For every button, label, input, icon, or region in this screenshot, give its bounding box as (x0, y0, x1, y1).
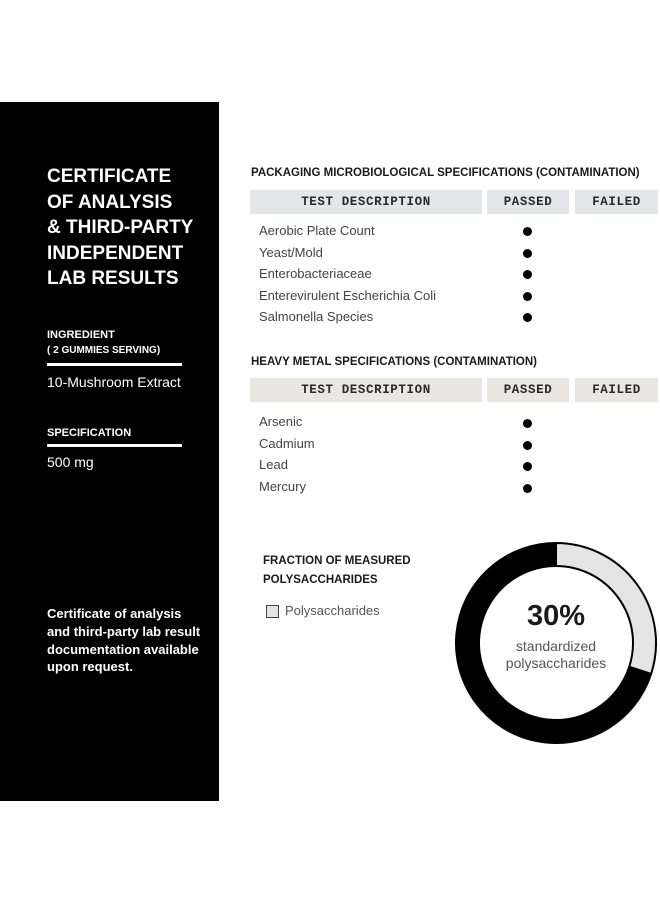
passed-dot (523, 292, 532, 301)
micro-header-passed: PASSED (487, 190, 569, 214)
sidebar-title-line: OF ANALYSIS (47, 191, 173, 213)
metal-row-label: Mercury (259, 479, 306, 494)
sidebar-title-line: INDEPENDENT (47, 242, 184, 264)
ingredient-sublabel: ( 2 GUMMIES SERVING) (47, 345, 161, 356)
chart-title (263, 552, 411, 590)
passed-dot (523, 249, 532, 258)
metal-header-passed: PASSED (487, 378, 569, 402)
metal-header-failed: FAILED (575, 378, 658, 402)
micro-row-label: Yeast/Mold (259, 245, 323, 260)
donut-center-label-line: polysaccharides (505, 655, 607, 671)
sidebar-title-line: & THIRD-PARTY (47, 217, 194, 238)
sidebar-panel (0, 102, 219, 801)
sidebar-title-line: CERTIFICATE (47, 166, 172, 187)
donut-center-label-line: standardized (515, 638, 597, 654)
specification-divider (47, 444, 182, 447)
passed-dot (523, 462, 532, 471)
passed-dot (523, 313, 532, 322)
legend-label: Polysaccharides (285, 603, 380, 618)
micro-row-label: Aerobic Plate Count (259, 223, 375, 238)
micro-row-label: Salmonella Species (259, 309, 374, 324)
metal-section-title: HEAVY METAL SPECIFICATIONS (CONTAMINATION) (251, 356, 538, 368)
sidebar-title-line: LAB RESULTS (47, 268, 179, 289)
chart-title-line: POLYSACCHARIDES (263, 574, 378, 586)
chart-title-line: FRACTION OF MEASURED (263, 555, 411, 567)
passed-dot (523, 441, 532, 450)
legend-swatch (266, 605, 279, 618)
metal-row-label: Arsenic (259, 414, 303, 429)
sidebar-title (47, 164, 212, 292)
micro-header-failed: FAILED (575, 190, 658, 214)
passed-dot (523, 270, 532, 279)
ingredient-value: 10-Mushroom Extract (47, 374, 181, 390)
specification-value: 500 mg (47, 454, 94, 470)
ingredient-label: INGREDIENT (47, 329, 115, 341)
ingredient-divider (47, 363, 182, 366)
micro-header-test-description: TEST DESCRIPTION (250, 190, 482, 214)
availability-note: Certificate of analysis and third-party lab result documentation available upon request. (47, 606, 201, 675)
donut-center-value: 30% (526, 600, 586, 632)
metal-header-test-description: TEST DESCRIPTION (250, 378, 482, 402)
micro-row-label: Enterevirulent Escherichia Coli (259, 288, 437, 303)
metal-row-label: Cadmium (259, 436, 315, 451)
passed-dot (523, 227, 532, 236)
specification-label: SPECIFICATION (47, 427, 132, 439)
passed-dot (523, 419, 532, 428)
metal-row-label: Lead (259, 457, 288, 472)
passed-dot (523, 484, 532, 493)
micro-row-label: Enterobacteriaceae (259, 266, 372, 281)
micro-section-title: PACKAGING MICROBIOLOGICAL SPECIFICATIONS (CONTAMINATION) (251, 167, 640, 179)
donut-center-label (455, 638, 657, 672)
